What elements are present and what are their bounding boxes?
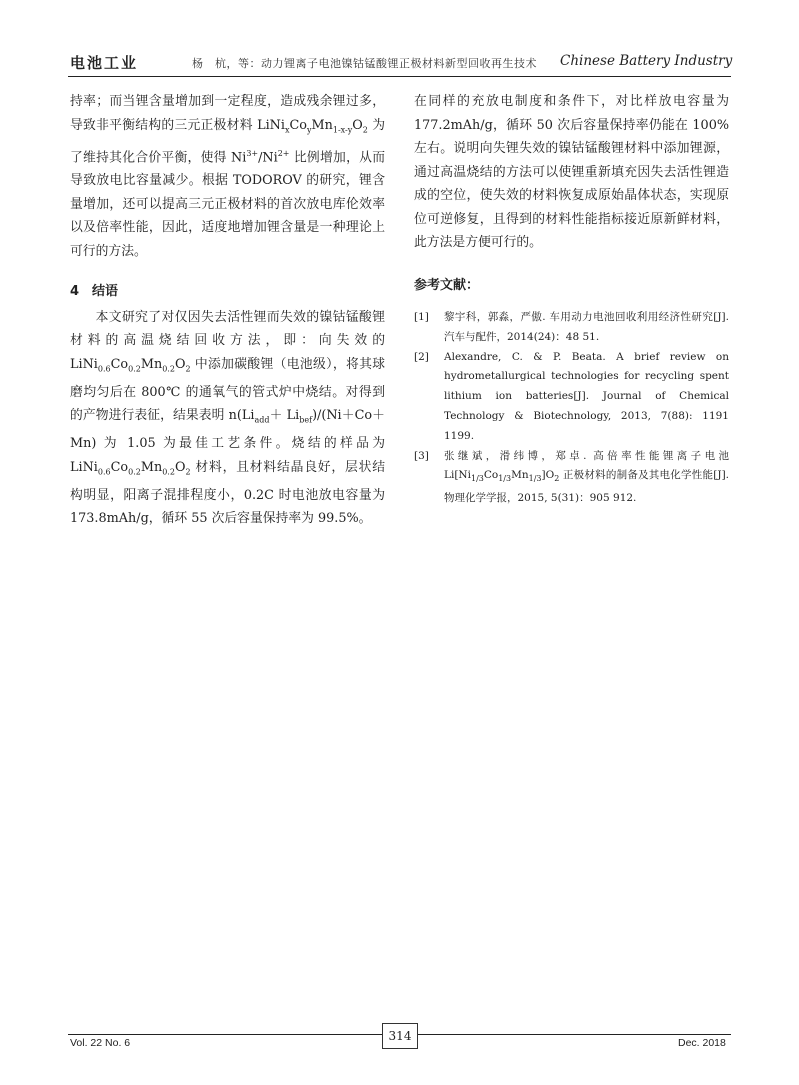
journal-name-cn: 电池工业 xyxy=(70,54,139,72)
left-paragraph-2: 本文研究了对仅因失去活性锂而失效的镍钴锰酸锂材料的高温烧结回收方法，即：向失效的 $LiNi_{0.6}Co_{0.2}Mn_{0.2}O_2$ 中添加碳酸锂（电池级），将其球磨均匀后在 800℃ 的通氧气的管式炉中烧结。对得到的产物进行表征，结果表明 $n(Li_{add}+ Li_{bef})/(Ni+Co+Mn)$ 为 1.05 为最佳工艺条件。烧结的样品为 $LiNi_{0.6}Co_{0.2}Mn_{0.2}O_2$ 材料，且材料结晶良好，层状结构明显，阳离子混排程度小，0.2C 时电池放电容量为 173.8mAh/g，循环 55 次后容量保持率为 99.5%。 xyxy=(70,309,385,527)
reference-item xyxy=(414,308,729,348)
page-number: 314 xyxy=(382,1023,418,1049)
left-paragraph-1: 持率；而当锂含量增加到一定程度，造成残余锂过多，导致非平衡结构的三元正极材料 $LiNi_xCo_yMn_{1-x-y}O_2$ 为了维持其化合价平衡，使得 $Ni^{3+}/Ni^{2+}$ 比例增加，从而导致放电比容量减少。根据 TODOROV 的研究，锂含量增加，还可以提高三元正极材料的首次放电库伦效率以及倍率性能，因此，适度地增加锂含量是一种理论上可行的方法。 xyxy=(70,94,385,259)
reference-item xyxy=(414,447,729,509)
section-title-conclusion: 4 结语 xyxy=(70,284,119,300)
right-paragraph-1: 在同样的充放电制度和条件下，对比样放电容量为 177.2mAh/g，循环 50 次后容量保持率仍能在 100% 左右。说明向失锂失效的镍钴锰酸锂材料中添加锂源，通过高温烧结的方法可以使锂重新填充因失去活性锂造成的空位，使失效的材料恢复成原始晶体状态，实现原位可逆修复，且得到的材料性能指标接近原新鲜材料，此方法是方便可行的。 xyxy=(414,94,729,250)
issue-date: Dec. 2018 xyxy=(678,1037,726,1049)
references-title: 参考文献： xyxy=(414,278,480,293)
left-column xyxy=(70,90,385,531)
references-list xyxy=(414,308,729,509)
reference-number: [2] xyxy=(414,350,429,363)
reference-text: Alexandre, C. & P. Beata. A brief review on hydrometallurgical technologies for recycling spent lithium ion batteries[J]. Journal of Chemical Technology & Biotechnology, 2013, 7(88): 1191 1199. xyxy=(444,350,729,442)
header-rule xyxy=(68,76,731,77)
reference-number: [1] xyxy=(414,311,429,323)
reference-text: 黎宇科，郭淼，严傲. 车用动力电池回收利用经济性研究[J]. 汽车与配件，2014(24)：48 51. xyxy=(444,311,729,343)
running-title: 杨 杭，等：动力锂离子电池镍钴锰酸锂正极材料新型回收再生技术 xyxy=(192,57,537,70)
volume-issue: Vol. 22 No. 6 xyxy=(70,1037,131,1049)
reference-item xyxy=(414,348,729,447)
reference-number: [3] xyxy=(414,449,429,462)
journal-name-en: Chinese Battery Industry xyxy=(560,53,733,69)
right-column xyxy=(414,90,729,255)
reference-text: 张继斌，滑纬博，郑卓. 高倍率性能锂离子电池 $Li[Ni_{1/3}Co_{1/3}Mn_{1/3}]O_2$ 正极材料的制备及其电化学性能[J]. 物理化学学报，2015, 5(31)：905 912. xyxy=(444,449,729,505)
